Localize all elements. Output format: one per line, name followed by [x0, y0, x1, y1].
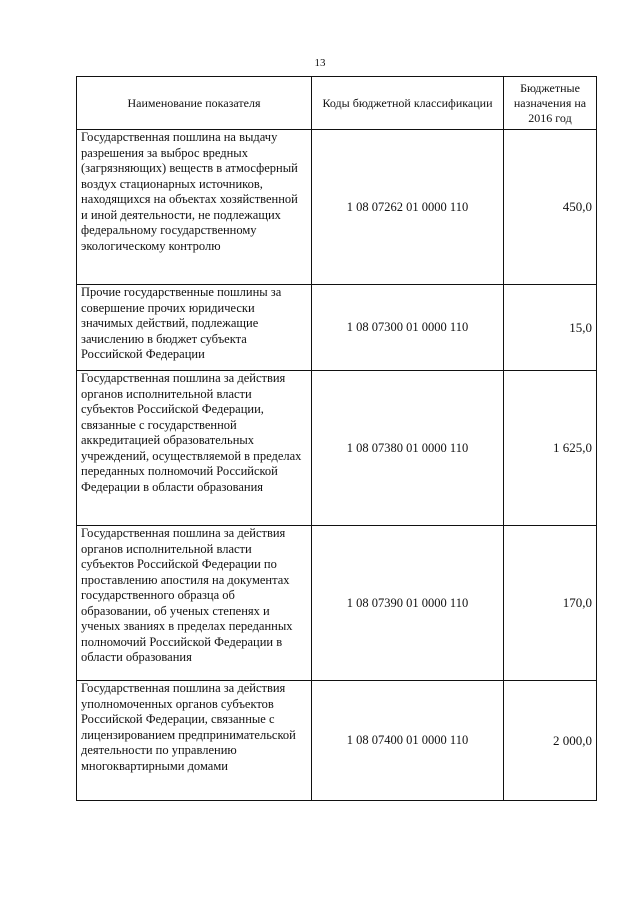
budget-amount: 2 000,0	[504, 681, 597, 801]
table-row	[77, 285, 597, 371]
budget-amount: 15,0	[504, 285, 597, 371]
header-code: Коды бюджетной классификации	[312, 77, 504, 130]
budget-code: 1 08 07380 01 0000 110	[312, 371, 504, 526]
budget-code: 1 08 07262 01 0000 110	[312, 130, 504, 285]
indicator-name: Государственная пошлина за действия органов исполнительной власти субъектов Российской Федерации по проставлению апостиля на документах государственного образца об образовании, об ученых степенях и ученых званиях в пределах переданных полномочий Российской Федерации в области образования	[77, 526, 312, 681]
budget-code: 1 08 07400 01 0000 110	[312, 681, 504, 801]
header-row	[77, 77, 597, 130]
header-name: Наименование показателя	[77, 77, 312, 130]
table-row	[77, 130, 597, 285]
indicator-name: Государственная пошлина на выдачу разрешения за выброс вредных (загрязняющих) веществ в атмосферный воздух стационарных источников, находящихся на объектах хозяйственной и иной деятельности, не подлежащих федеральному государственному экологическому контролю	[77, 130, 312, 285]
budget-code: 1 08 07300 01 0000 110	[312, 285, 504, 371]
budget-table	[76, 76, 597, 801]
indicator-name: Прочие государственные пошлины за совершение прочих юридически значимых действий, подлежащие зачислению в бюджет субъекта Российской Федерации	[77, 285, 312, 371]
indicator-name: Государственная пошлина за действия органов исполнительной власти субъектов Российской Федерации, связанные с государственной аккредитацией образовательных учреждений, осуществляемой в пределах переданных полномочий Российской Федерации в области образования	[77, 371, 312, 526]
table-row	[77, 371, 597, 526]
budget-amount: 170,0	[504, 526, 597, 681]
budget-code: 1 08 07390 01 0000 110	[312, 526, 504, 681]
indicator-name: Государственная пошлина за действия уполномоченных органов субъектов Российской Федерации, связанные с лицензированием предпринимательской деятельности по управлению многоквартирными домами	[77, 681, 312, 801]
budget-amount: 1 625,0	[504, 371, 597, 526]
table-row	[77, 526, 597, 681]
page-number: 13	[314, 57, 326, 69]
header-amount: Бюджетные назначения на 2016 год	[504, 77, 597, 130]
table-row	[77, 681, 597, 801]
budget-amount: 450,0	[504, 130, 597, 285]
